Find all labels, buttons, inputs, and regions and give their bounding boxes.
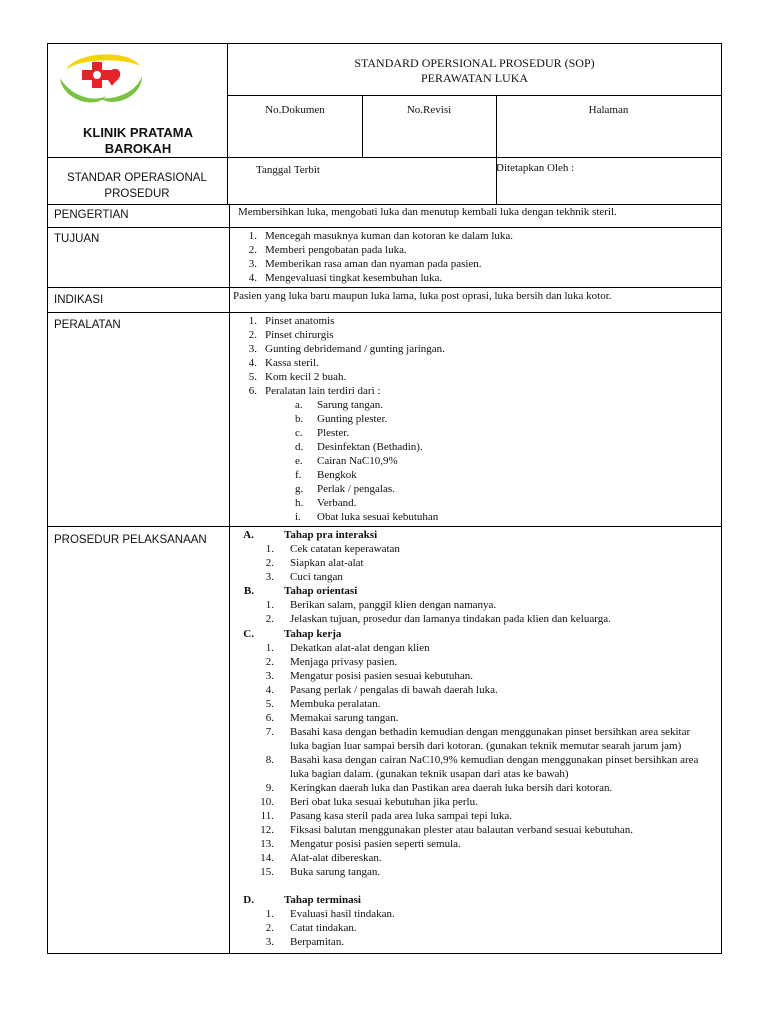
no-revisi-label: No.Revisi xyxy=(406,104,452,116)
divider xyxy=(47,526,721,527)
list-item: 1. Dekatkan alat-alat dengan klien xyxy=(265,642,430,654)
document-subtitle: PERAWATAN LUKA xyxy=(420,71,529,85)
list-item: 10. Beri obat luka sesuai kebutuhan jika perlu. xyxy=(260,796,478,808)
divider xyxy=(47,287,721,288)
document-title: STANDARD OPERSIONAL PROSEDUR (SOP) xyxy=(354,56,595,70)
prosedur-list xyxy=(234,627,341,641)
divider xyxy=(47,157,721,158)
peralatan-list xyxy=(237,314,445,398)
list-item: 2. Pinset chirurgis xyxy=(248,329,334,341)
list-item: 12. Fiksasi balutan menggunakan plester atau balautan verband sesuai kebutuhan. xyxy=(260,824,634,836)
peralatan-sub-list xyxy=(237,398,438,524)
clinic-logo xyxy=(56,48,148,108)
list-item: g. Perlak / pengalas. xyxy=(295,483,395,495)
steps-list-c xyxy=(234,641,710,879)
list-item: 2. Siapkan alat-alat xyxy=(265,557,364,569)
list-item: 14. Alat-alat dibereskan. xyxy=(260,852,382,864)
list-item: e. Cairan NaC10,9% xyxy=(295,455,398,467)
list-item: 4. Pasang perlak / pengalas di bawah daerah luka. xyxy=(265,684,498,696)
divider xyxy=(229,204,230,954)
list-item: 5. Kom kecil 2 buah. xyxy=(248,371,347,383)
list-item: 13. Mengatur posisi pasien seperti semula. xyxy=(260,838,461,850)
ditetapkan-oleh-label: Ditetapkan Oleh : xyxy=(496,162,575,174)
list-item: 1. Cek catatan keperawatan xyxy=(265,543,400,555)
list-item: 4. Mengevaluasi tingkat kesembuhan luka. xyxy=(248,272,443,284)
tanggal-terbit-label: Tanggal Terbit xyxy=(256,164,320,176)
divider xyxy=(227,95,721,96)
prosedur-list xyxy=(234,584,357,598)
list-item: 6. Memakai sarung tangan. xyxy=(265,712,399,724)
list-item: 2. Memberi pengobatan pada luka. xyxy=(248,244,407,256)
indikasi-text: Pasien yang luka baru maupun luka lama, luka post oprasi, luka bersih dan luka kotor. xyxy=(233,290,612,302)
tujuan-list xyxy=(237,229,513,285)
list-item: c. Plester. xyxy=(295,427,350,439)
list-item: 2. Jelaskan tujuan, prosedur dan lamanya tindakan pada klien dan keluarga. xyxy=(265,613,611,625)
list-item: 8. Basahi kasa dengan cairan NaC10,9% kemudian dengan menggunakan pinset bersihkan area luka bagian dalam. (gunakan teknik usapan dari atas ke bawah) xyxy=(265,754,699,780)
pengertian-text: Membersihkan luka, mengobati luka dan menutup kembali luka dengan tekhnik steril. xyxy=(238,206,617,218)
section-heading: B. Tahap orientasi xyxy=(243,585,358,597)
prosedur-list xyxy=(234,528,377,542)
list-item: 3. Memberikan rasa aman dan nyaman pada pasien. xyxy=(248,258,482,270)
list-item: h. Verband. xyxy=(295,497,357,509)
tujuan-label: TUJUAN xyxy=(54,233,100,245)
divider xyxy=(47,312,721,313)
section-heading: D. Tahap terminasi xyxy=(243,894,361,906)
list-item: f. Bengkok xyxy=(295,469,357,481)
steps-list-d xyxy=(234,907,395,949)
list-item: 3. Cuci tangan xyxy=(265,571,343,583)
list-item: 1. Berikan salam, panggil klien dengan namanya. xyxy=(265,599,497,611)
steps-list-a xyxy=(234,542,400,584)
pengertian-label: PENGERTIAN xyxy=(54,209,129,221)
clinic-name-line2: BAROKAH xyxy=(104,141,172,156)
list-item: 5. Membuka peralatan. xyxy=(265,698,381,710)
steps-list-b xyxy=(234,598,611,626)
sop-label-line1: STANDAR OPERASIONAL xyxy=(67,172,207,184)
list-item: 2. Menjaga privasy pasien. xyxy=(265,656,398,668)
halaman-label: Halaman xyxy=(588,104,629,116)
list-item: 1. Evaluasi hasil tindakan. xyxy=(265,908,395,920)
clinic-name-line1: KLINIK PRATAMA xyxy=(82,125,193,140)
divider xyxy=(47,227,721,228)
list-item: 15. Buka sarung tangan. xyxy=(260,866,381,878)
sop-label-line2: PROSEDUR xyxy=(104,188,170,200)
list-item: 3. Berpamitan. xyxy=(265,936,345,948)
list-item: 2. Catat tindakan. xyxy=(265,922,357,934)
list-item: 9. Keringkan daerah luka dan Pastikan area daerah luka bersih dari kotoran. xyxy=(265,782,613,794)
list-item: i. Obat luka sesuai kebutuhan xyxy=(295,511,439,523)
clinic-name xyxy=(50,125,226,157)
prosedur-label: PROSEDUR PELAKSANAAN xyxy=(54,534,207,546)
peralatan-label: PERALATAN xyxy=(54,319,121,331)
list-item: 3. Gunting debridemand / gunting jaringan. xyxy=(248,343,445,355)
list-item: d. Desinfektan (Bethadin). xyxy=(295,441,423,453)
list-item: 6. Peralatan lain terdiri dari : xyxy=(248,385,381,397)
list-item: 1. Mencegah masuknya kuman dan kotoran ke dalam luka. xyxy=(248,230,514,242)
list-item: 11. Pasang kasa steril pada area luka sampai tepi luka. xyxy=(260,810,513,822)
indikasi-label: INDIKASI xyxy=(54,294,104,306)
section-heading: A. Tahap pra interaksi xyxy=(243,529,378,541)
list-item: b. Gunting plester. xyxy=(295,413,388,425)
section-heading: C. Tahap kerja xyxy=(243,628,342,640)
list-item: a. Sarung tangan. xyxy=(295,399,383,411)
prosedur-list xyxy=(234,893,361,907)
list-item: 3. Mengatur posisi pasien sesuai kebutuhan. xyxy=(265,670,473,682)
list-item: 7. Basahi kasa dengan bethadin kemudian dengan menggunakan pinset bersihkan area sekitar luka bagian luar sampai bersih dari kotoran. (gunakan teknik memutar searah jarum jam) xyxy=(265,726,691,752)
list-item: 1. Pinset anatomis xyxy=(248,315,335,327)
no-dokumen-label: No.Dokumen xyxy=(265,104,325,116)
list-item: 4. Kassa steril. xyxy=(248,357,319,369)
